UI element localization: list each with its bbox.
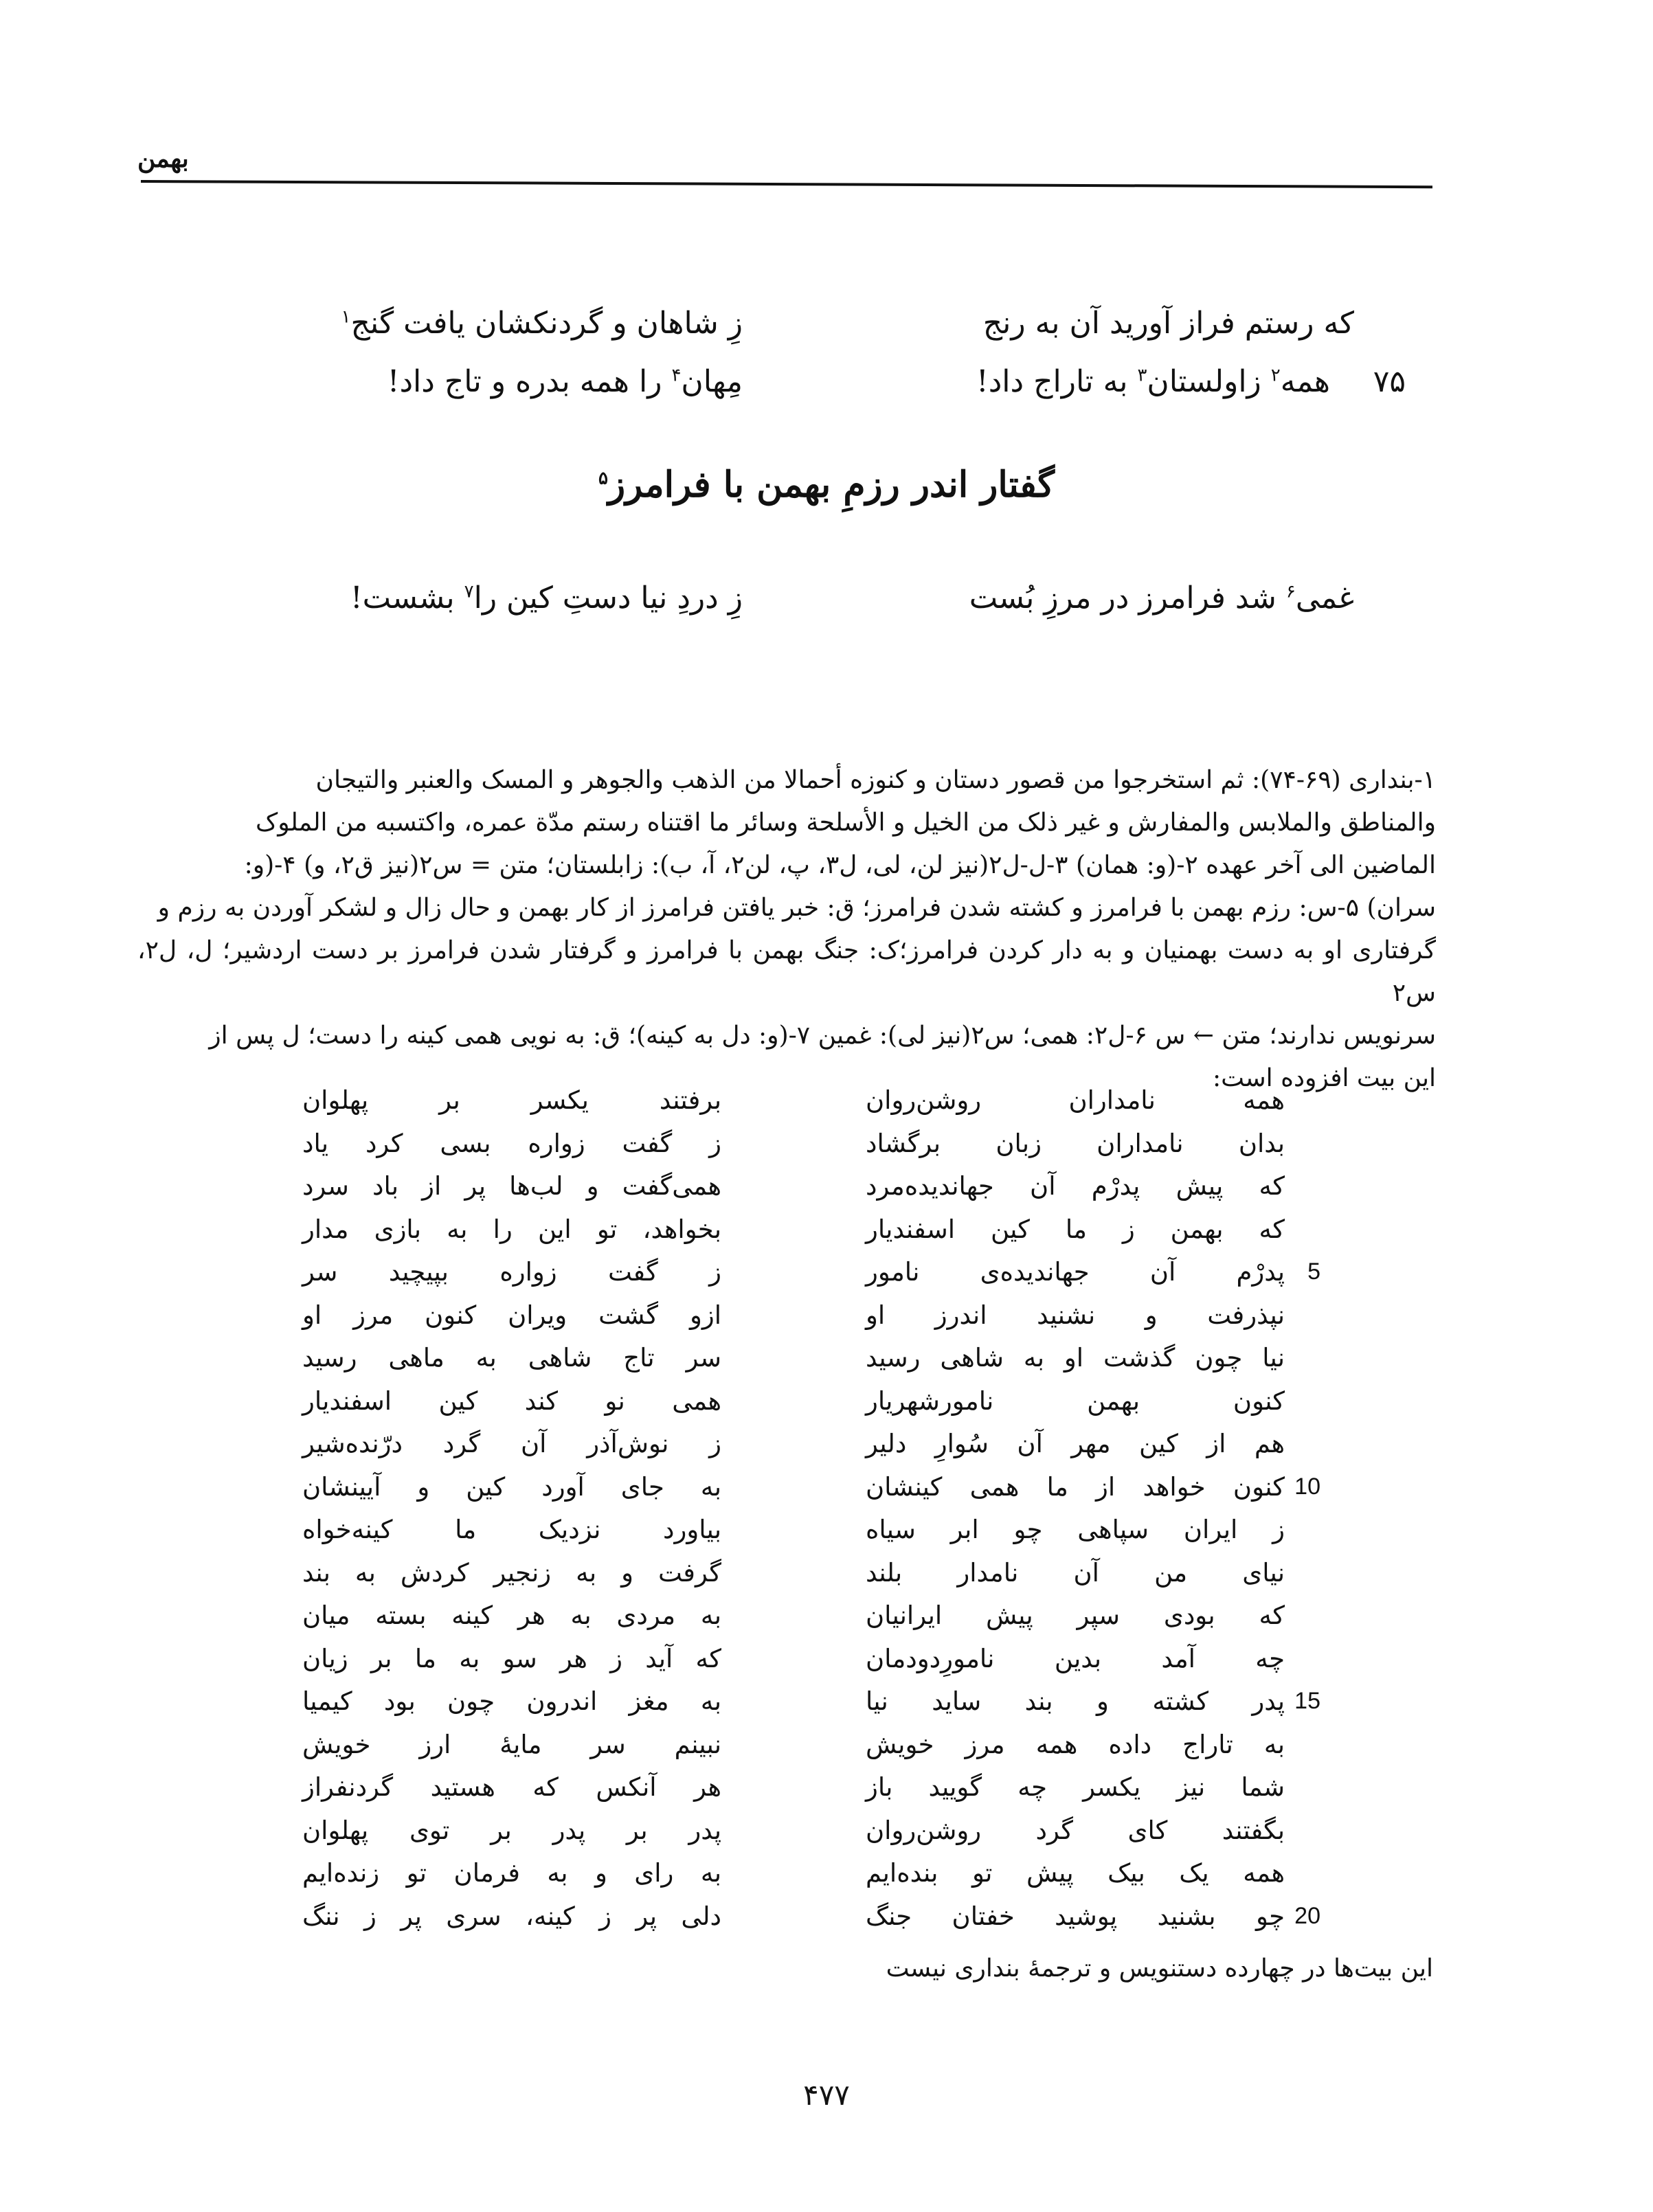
footnote-verse-row (302, 1730, 1285, 1773)
verse-second-hemistich: همی نو کند کین اسفندیار (302, 1386, 721, 1416)
footnote-verse-row (302, 1429, 1285, 1472)
verse-second-hemistich: مِهان$^۴$ را همه بدره و تاج داد! (387, 364, 743, 399)
footnote-verse-row (302, 1686, 1320, 1730)
verse-first-hemistich: ز ایران سپاهی چو ابر سیاه (866, 1515, 1285, 1544)
verse-first-hemistich: همه یک بیک پیش تو بنده‌ایم (866, 1858, 1285, 1888)
footnote-line: الماضین الی آخر عهده ۲-(و: همان) ۳-ل-ل۲(نیز لن، لی، ل۳، پ، لن۲، آ، ب): زابلستان؛ متن = س۲(نیز ق۲، و) ۴-(و: (244, 851, 1436, 879)
footnote-verse-row (302, 1215, 1285, 1258)
verse-first-hemistich: چو بشنید پوشید خفتان جنگ (866, 1901, 1285, 1931)
verse-first-hemistich: که بودی سپر پیش ایرانیان (866, 1601, 1285, 1630)
verse-first-hemistich: کنون بهمن نامورشهریار (866, 1386, 1285, 1416)
footnote-verse-row (302, 1558, 1285, 1601)
verse-first-hemistich: همه$^۲$ زاولستان$^۳$ به تاراج داد! (976, 364, 1330, 399)
footnote-line: این بیت افزوده است: (1213, 1064, 1436, 1092)
footnote-line: گرفتاری او به دست بهمنیان و به دار کردن فرامرز؛ک: جنگ بهمن با فرامرز و گرفتار شدن فرامرز بر دست اردشیر؛ ل، ل۲، س۲ (137, 936, 1436, 1007)
header-rule (141, 180, 1432, 188)
verse-first-hemistich: پدر کشته و بند ساید نیا (866, 1686, 1285, 1716)
verse-second-hemistich: گرفت و به زنجیر کردش به بند (302, 1557, 721, 1588)
footnote-verse-row (302, 1901, 1320, 1945)
verse-second-hemistich: ازو گشت ویران کنون مرز او (302, 1300, 721, 1330)
verse-second-hemistich: ز نوش‌آذر آن گرد درّنده‌شیر (302, 1429, 721, 1458)
verse-line (0, 306, 1653, 347)
footnote-verse-row (302, 1858, 1285, 1901)
verse-second-hemistich: زِ دردِ نیا دستِ کین را$^۷$ بشست! (350, 580, 743, 616)
verse-second-hemistich: هر آنکس که هستید گردنفراز (302, 1772, 721, 1802)
verse-first-hemistich: شما نیز یکسر چه گویید باز (866, 1772, 1285, 1802)
verse-number: ۷۵ (1373, 364, 1406, 399)
footnote-verse-row (302, 1644, 1285, 1687)
verse-first-hemistich: کنون خواهد از ما همی کینشان (866, 1471, 1285, 1502)
footnote-verse-row (302, 1343, 1285, 1386)
footnote-verse-row (302, 1471, 1320, 1515)
footnote-verse-row (302, 1816, 1285, 1859)
footnote-verse-row (302, 1386, 1285, 1430)
verse-first-hemistich: که رستم فراز آورید آن به رنج (982, 306, 1354, 341)
verse-second-hemistich: به جای آورد کین و آیینشان (302, 1471, 721, 1502)
verse-second-hemistich: سر تاج شاهی به ماهی رسید (302, 1343, 721, 1373)
footnote-verse-row (302, 1129, 1285, 1172)
footnote-verse-row (302, 1085, 1285, 1129)
verse-second-hemistich: زِ شاهان و گردنکشان یافت گنج$^۱$ (341, 306, 743, 341)
verse-number: 10 (1294, 1473, 1320, 1500)
verse-first-hemistich: بدان نامداران زبان برگشاد (866, 1128, 1285, 1158)
verse-second-hemistich: نبینم سر مایهٔ ارز خویش (302, 1729, 721, 1759)
verse-line (0, 580, 1653, 622)
footnote-verse-list (302, 1085, 1320, 1944)
verse-second-hemistich: که آید ز هر سو به ما بر زیان (302, 1643, 721, 1673)
verse-second-hemistich: برفتند یکسر بر پهلوان (302, 1085, 721, 1115)
verse-first-hemistich: نپذرفت و نشنید اندرز او (866, 1300, 1285, 1330)
footnote-line: سرنویس ندارند؛ متن ← س ۶-ل۲: همی؛ س۲(نیز لی): غمین ۷-(و: دل به کینه)؛ ق: به نویی همی کینه را دست؛ ل پس از (209, 1022, 1436, 1050)
verse-second-hemistich: به مغز اندرون چون بود کیمیا (302, 1686, 721, 1716)
footnote-line: سران) ۵-س: رزم بهمن با فرامرز و کشته شدن فرامرز؛ ق: خبر یافتن فرامرز از کار بهمن و حال زال و لشکر آوردن به رزم و (157, 894, 1436, 922)
verse-second-hemistich: دلی پر ز کینه، سری پر ز ننگ (302, 1901, 721, 1931)
verse-first-hemistich: پدرْم آن جهاندیده‌ی نامور (866, 1257, 1285, 1287)
footnote-verse-row (302, 1601, 1285, 1644)
verse-first-hemistich: که پیش پدرْم آن جهاندیده‌مرد (866, 1171, 1285, 1201)
footnote-closing-note: این بیت‌ها در چهارده دستنویس و ترجمهٔ بنداری نیست (886, 1954, 1433, 1983)
running-head-title: بهمن (137, 144, 189, 173)
footnote-line: والمناطق والملابس والمفارش و غیر ذلک من الخیل و الأسلحة وسائر ما اقتناه رستم مدّة عمره، واکتسبه من الملوک (256, 809, 1436, 837)
verse-first-hemistich: نیا چون گذشت او به شاهی رسید (866, 1343, 1285, 1373)
verse-first-hemistich: بگفتند کای گرد روشن‌روان (866, 1815, 1285, 1845)
verse-second-hemistich: به مردی به هر کینه بسته میان (302, 1601, 721, 1630)
verse-first-hemistich: به تاراج داده همه مرز خویش (866, 1729, 1285, 1759)
verse-first-hemistich: هم از کین مهر آن سُوارِ دلیر (866, 1429, 1285, 1458)
verse-number: 20 (1294, 1902, 1320, 1929)
verse-second-hemistich: ز گفت زواره بسی کرد یاد (302, 1128, 721, 1158)
verse-first-hemistich: که بهمن ز ما کین اسفندیار (866, 1214, 1285, 1244)
footnote-marker: ۱ (341, 306, 351, 328)
page-number: ۴۷۷ (803, 2078, 850, 2112)
verse-second-hemistich: پدر بر پدر بر توی پهلوان (302, 1815, 721, 1845)
verse-second-hemistich: ز گفت زواره بپیچید سر (302, 1257, 721, 1287)
verse-number: 5 (1307, 1259, 1320, 1285)
section-title: گفتار اندر رزمِ بهمن با فرامرز$^۵$ (598, 464, 1055, 506)
verse-first-hemistich: نیای من آن نامدار بلند (866, 1557, 1285, 1588)
verse-second-hemistich: بیاورد نزدیک ما کینه‌خواه (302, 1515, 721, 1544)
verse-second-hemistich: به رای و به فرمان تو زنده‌ایم (302, 1858, 721, 1888)
footnote-verse-row (302, 1515, 1285, 1558)
footnote-verse-row (302, 1171, 1285, 1215)
verse-first-hemistich: چه آمد بدین نامورِدودمان (866, 1643, 1285, 1673)
footnote-line: ۱-بنداری (۶۹-۷۴): ثم استخرجوا من قصور دستان و کنوزه أحمالا من الذهب والجوهر و المسک والعنبر والتیجان (315, 766, 1436, 794)
verse-second-hemistich: بخواهد، تو این را به بازی مدار (302, 1214, 721, 1244)
verse-second-hemistich: همی‌گفت و لب‌ها پر از باد سرد (302, 1171, 721, 1201)
footnote-verse-row (302, 1772, 1285, 1816)
footnote-verse-row (302, 1300, 1285, 1344)
verse-number: 15 (1294, 1688, 1320, 1714)
verse-line (0, 364, 1653, 405)
footnote-block (137, 759, 1436, 1100)
verse-first-hemistich: همه نامداران روشن‌روان (866, 1085, 1285, 1115)
footnote-verse-row (302, 1257, 1320, 1300)
verse-first-hemistich: غمی$^۶$ شد فرامرز در مرزِ بُست (969, 580, 1354, 616)
footnote-marker: ۵ (598, 468, 608, 489)
